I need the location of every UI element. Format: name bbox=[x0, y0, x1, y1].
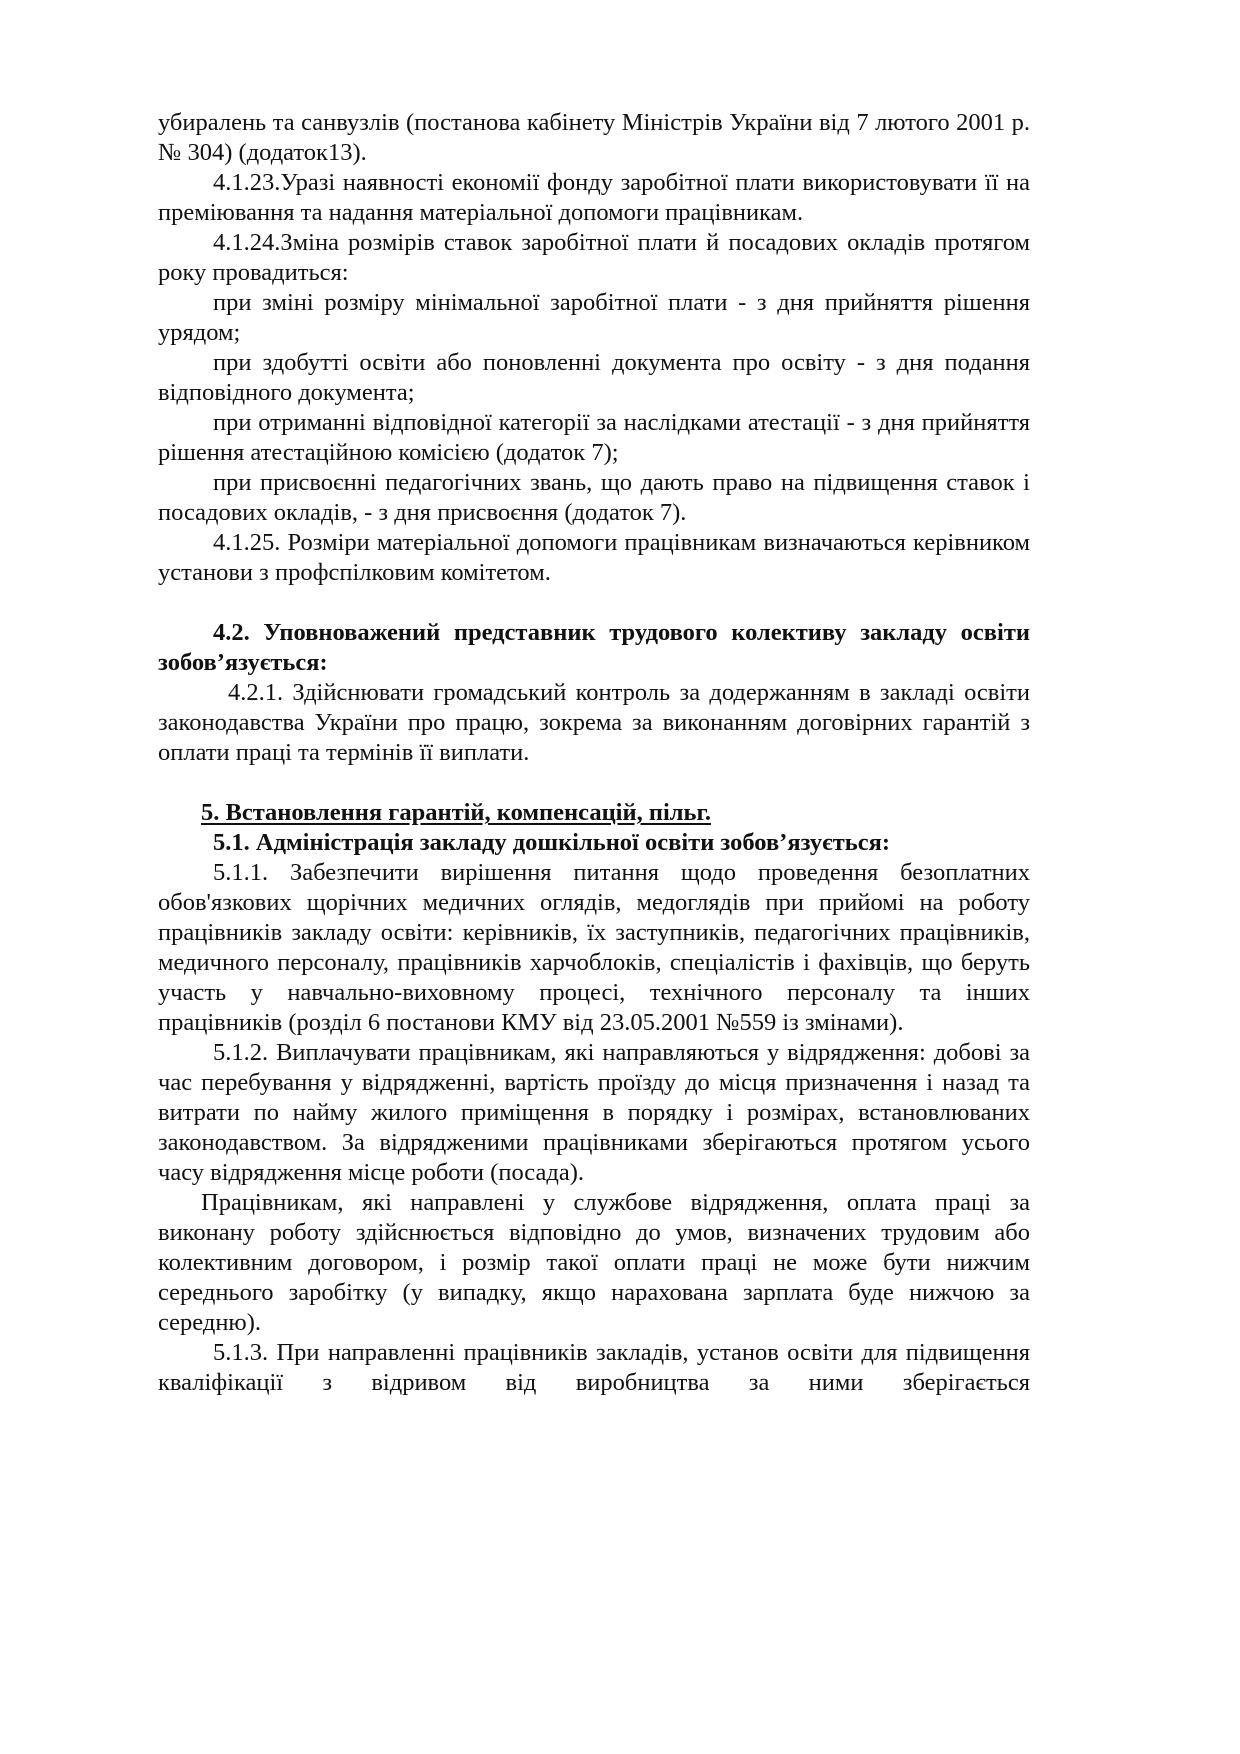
section-5-heading-text: 5. Встановлення гарантій, компенсацій, пільг. bbox=[201, 799, 711, 826]
paragraph-5-1-3: 5.1.3. При направленні працівників закладів, установ освіти для підвищення кваліфікації з відривом від виробництва за ними зберігається bbox=[158, 1339, 1030, 1396]
section-5-heading bbox=[158, 798, 1030, 828]
document-page bbox=[158, 108, 1030, 1398]
paragraph-4-1-25: 4.1.25. Розміри матеріальної допомоги працівникам визначаються керівником установи з профспілковим комітетом. bbox=[158, 529, 1030, 586]
paragraph-5-1-1: 5.1.1. Забезпечити вирішення питання щодо проведення безоплатних обов'язкових щорічних медичних оглядів, медоглядів при прийомі на роботу працівників закладу освіти: керівників, їх заступників, педагогічних працівників, медичного персоналу, працівників харчоблоків, спеціалістів і фахівців, що беруть участь у навчально-виховному процесі, технічного персоналу та інших працівників (розділ 6 постанови КМУ від 23.05.2001 №559 із змінами). bbox=[158, 859, 1030, 1036]
section-5-1-subheading: 5.1. Адміністрація закладу дошкільної освіти зобов’язується: bbox=[213, 829, 891, 856]
paragraph-4-1-24-min-wage: при зміні розміру мінімальної заробітної плати - з дня прийняття рішення урядом; bbox=[158, 289, 1030, 346]
paragraph-4-2-1: 4.2.1. Здійснювати громадський контроль за додержанням в закладі освіти законодавства України про працю, зокрема за виконанням договірних гарантій з оплати праці та термінів її виплати. bbox=[158, 679, 1030, 766]
section-4-2-heading: 4.2. Уповноважений представник трудового колективу закладу освіти зобов’язується: bbox=[158, 619, 1030, 676]
paragraph-5-1-2-note: Працівникам, які направлені у службове відрядження, оплата праці за виконану роботу здійснюється відповідно до умов, визначених трудовим або колективним договором, і розмір такої оплати праці не може бути нижчим середнього заробітку (у випадку, якщо нарахована зарплата буде нижчою за середню). bbox=[158, 1189, 1030, 1336]
paragraph-4-1-24-education: при здобутті освіти або поновленні документа про освіту - з дня подання відповідного документа; bbox=[158, 349, 1030, 406]
paragraph-4-1-23: 4.1.23.Уразі наявності економії фонду заробітної плати використовувати її на преміювання та надання матеріальної допомоги працівникам. bbox=[158, 169, 1030, 226]
paragraph-4-1-24-titles: при присвоєнні педагогічних звань, що дають право на підвищення ставок і посадових окладів, - з дня присвоєння (додаток 7). bbox=[158, 469, 1030, 526]
spacer bbox=[158, 768, 1030, 798]
paragraph-4-1-24: 4.1.24.Зміна розмірів ставок заробітної плати й посадових окладів протягом року провадиться: bbox=[158, 229, 1030, 286]
paragraph-4-1-24-category: при отриманні відповідної категорії за наслідками атестації - з дня прийняття рішення атестаційною комісією (додаток 7); bbox=[158, 409, 1030, 466]
spacer bbox=[158, 588, 1030, 618]
paragraph-continuation: убиралень та санвузлів (постанова кабінету Міністрів України від 7 лютого 2001 р. № 304) (додаток13). bbox=[158, 109, 1030, 166]
paragraph-5-1-2: 5.1.2. Виплачувати працівникам, які направляються у відрядження: добові за час перебування у відрядженні, вартість проїзду до місця призначення і назад та витрати по найму жилого приміщення в порядку і розмірах, встановлюваних законодавством. За відрядженими працівниками зберігаються протягом усього часу відрядження місце роботи (посада). bbox=[158, 1039, 1030, 1186]
